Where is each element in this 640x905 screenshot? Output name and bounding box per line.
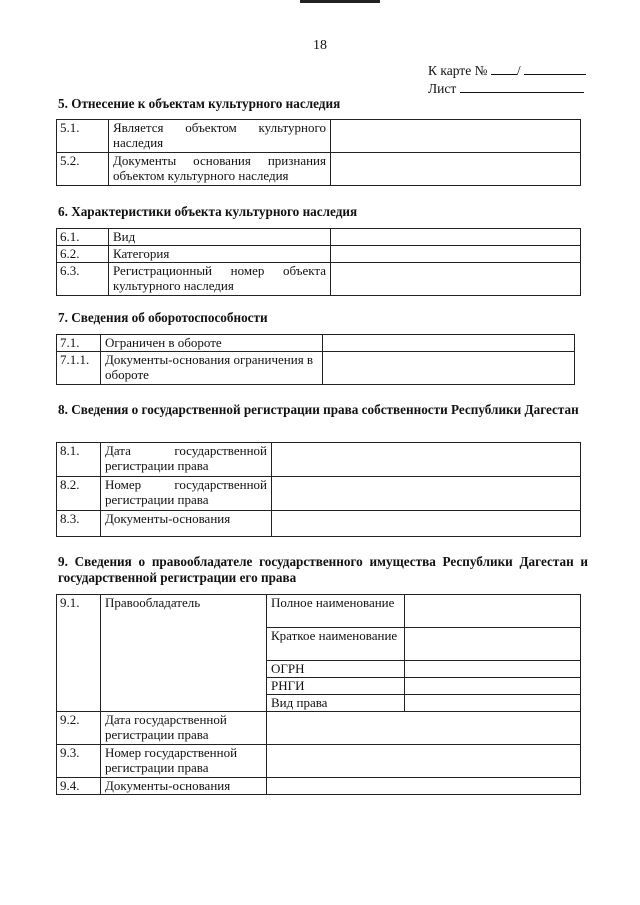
row-label: Вид [109,229,331,246]
value-cell[interactable] [267,745,581,778]
row-number: 5.2. [57,153,109,186]
sub-label: Краткое наименование [267,628,405,661]
card-label: К карте № [428,63,488,78]
value-cell[interactable] [331,263,581,296]
row-number: 6.3. [57,263,109,296]
row-number: 7.1.1. [57,352,101,385]
row-number: 9.3. [57,745,101,778]
table-row [57,778,581,795]
value-cell[interactable] [405,678,581,695]
value-cell[interactable] [272,511,581,537]
row-label: Документы-основания ограничения в обороте [101,352,323,385]
sub-label: Вид права [267,695,405,712]
row-label: Дата государственной регистрации права [101,712,267,745]
table-row [57,263,581,296]
section-9-table [56,594,581,795]
row-label: Является объектом культурного наследия [109,120,331,153]
table-row [57,712,581,745]
value-cell[interactable] [323,335,575,352]
section-8-title: 8. Сведения о государственной регистрации права собственности Республики Дагестан [58,402,579,417]
value-cell[interactable] [331,153,581,186]
section-5-title: 5. Отнесение к объектам культурного наследия [58,96,341,111]
row-number: 8.1. [57,443,101,477]
section-7-title: 7. Сведения об оборотоспособности [58,310,268,325]
row-number: 8.2. [57,477,101,511]
table-row [57,246,581,263]
row-number: 9.1. [57,595,101,712]
table-row [57,229,581,246]
table-row [57,443,581,477]
row-number: 7.1. [57,335,101,352]
row-number: 9.2. [57,712,101,745]
table-row [57,745,581,778]
value-cell[interactable] [331,229,581,246]
value-cell[interactable] [272,443,581,477]
row-label: Категория [109,246,331,263]
row-label: Номер государственной регистрации права [101,745,267,778]
table-row [57,595,581,628]
table-row [57,352,575,385]
sheet-blank[interactable] [460,80,584,93]
row-label: Документы основания признания объектом культурного наследия [109,153,331,186]
section-9-title: 9. Сведения о правообладателе государственного имущества Республики Дагестан и государственной регистрации его права [58,554,588,585]
value-cell[interactable] [323,352,575,385]
row-label: Дата государственной регистрации права [101,443,272,477]
card-number-blank-2[interactable] [524,62,586,75]
table-row [57,335,575,352]
card-slash: / [516,63,521,78]
row-number: 6.2. [57,246,109,263]
row-number: 5.1. [57,120,109,153]
table-row [57,153,581,186]
row-number: 8.3. [57,511,101,537]
row-label: Документы-основания [101,511,272,537]
sheet-line [428,80,584,97]
sub-label: РНГИ [267,678,405,695]
value-cell[interactable] [405,661,581,678]
sub-label: Полное наименование [267,595,405,628]
value-cell[interactable] [267,712,581,745]
sheet-label: Лист [428,81,457,96]
card-number-line [428,62,586,79]
table-row [57,477,581,511]
value-cell[interactable] [272,477,581,511]
row-label: Документы-основания [101,778,267,795]
value-cell[interactable] [405,595,581,628]
page-number: 18 [313,38,327,53]
value-cell[interactable] [331,246,581,263]
row-number: 6.1. [57,229,109,246]
row-label: Ограничен в обороте [101,335,323,352]
sub-label: ОГРН [267,661,405,678]
value-cell[interactable] [267,778,581,795]
table-row [57,120,581,153]
section-7-table [56,334,575,385]
section-5-table [56,119,581,186]
row-label: Правообладатель [101,595,267,712]
row-label: Номер государственной регистрации права [101,477,272,511]
section-8-table [56,442,581,537]
row-number: 9.4. [57,778,101,795]
table-row [57,511,581,537]
card-number-blank[interactable] [491,62,517,75]
scan-edge-mark [300,0,380,3]
value-cell[interactable] [405,628,581,661]
section-6-title: 6. Характеристики объекта культурного наследия [58,204,358,219]
row-label: Регистрационный номер объекта культурного наследия [109,263,331,296]
section-6-table [56,228,581,296]
value-cell[interactable] [405,695,581,712]
value-cell[interactable] [331,120,581,153]
